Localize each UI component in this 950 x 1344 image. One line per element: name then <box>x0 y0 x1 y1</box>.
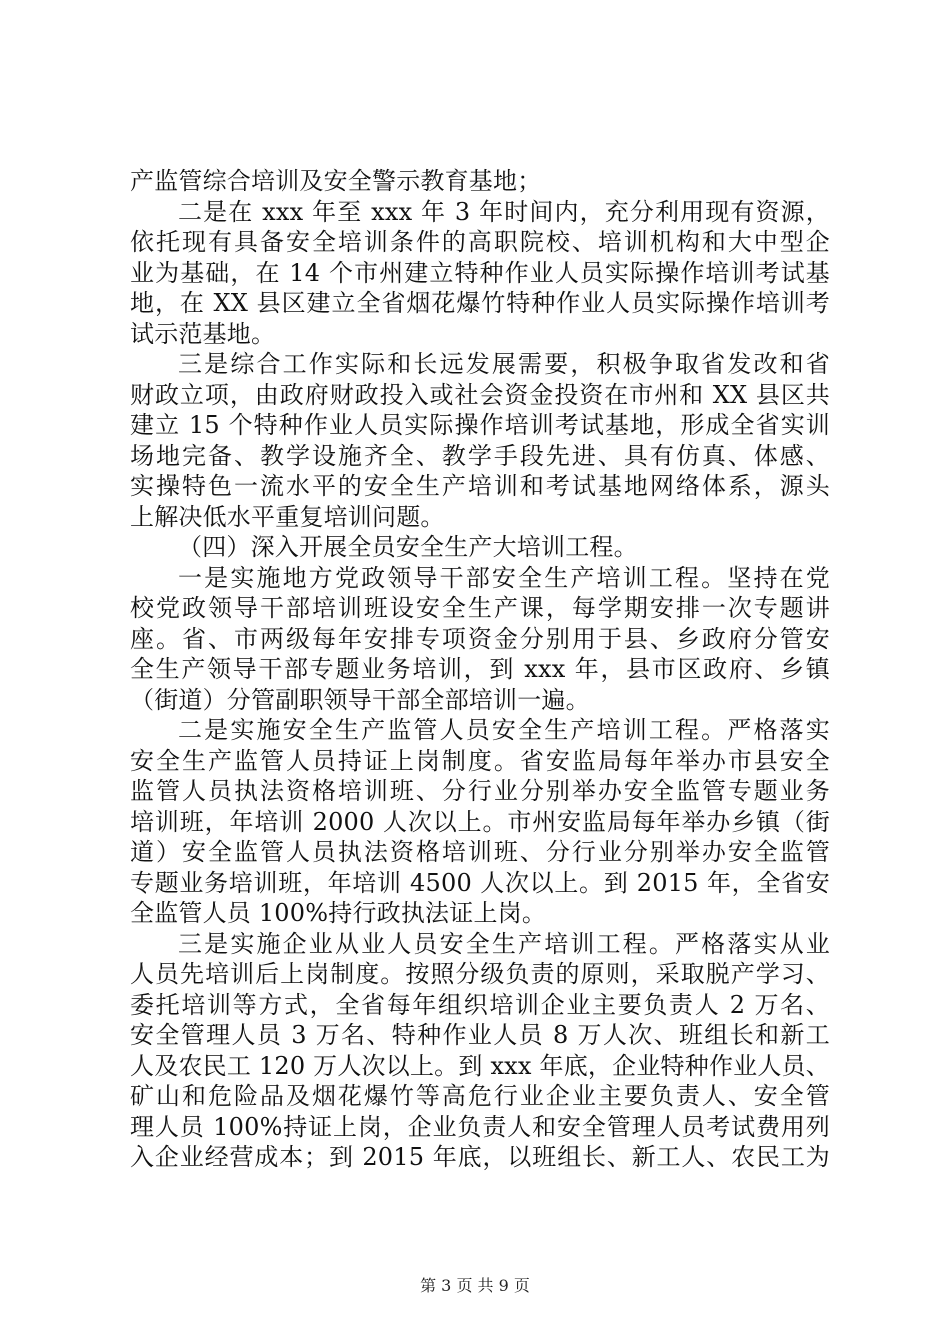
text-line: 业为基础，在 14 个市州建立特种作业人员实际操作培训考试基 <box>130 258 830 287</box>
text-line: 三是综合工作实际和长远发展需要，积极争取省发改和省 <box>178 350 830 378</box>
text-line: 试示范基地。 <box>130 319 276 348</box>
text-line: 一是实施地方党政领导干部安全生产培训工程。坚持在党 <box>178 563 830 592</box>
page-footer <box>0 1276 950 1296</box>
text-line: 建立 15 个特种作业人员实际操作培训考试基地，形成全省实训 <box>130 411 830 439</box>
text-line: 安全管理人员 3 万名、特种作业人员 8 万人次、班组长和新工 <box>130 1021 830 1049</box>
text-line: （街道）分管副职领导干部全部培训一遍。 <box>130 685 590 714</box>
text-line: 安全生产监管人员持证上岗制度。省安监局每年举办市县安全 <box>130 746 830 775</box>
text-line: 产监管综合培训及安全警示教育基地； <box>130 167 542 195</box>
text-line: 场地完备、教学设施齐全、教学手段先进、具有仿真、体感、 <box>130 441 830 470</box>
text-line: （四）深入开展全员安全生产大培训工程。 <box>178 533 638 561</box>
text-line: 地，在 XX 县区建立全省烟花爆竹特种作业人员实际操作培训考 <box>130 289 830 317</box>
text-line: 人及农民工 120 万人次以上。到 xxx 年底，企业特种作业人员、 <box>130 1051 830 1080</box>
text-line: 人员先培训后上岗制度。按照分级负责的原则，采取脱产学习、 <box>130 960 830 988</box>
text-line: 全监管人员 100%持行政执法证上岗。 <box>130 899 547 927</box>
text-line: 道）安全监管人员执法资格培训班、分行业分别举办安全监管 <box>130 838 830 866</box>
text-line: 专题业务培训班，年培训 4500 人次以上。到 2015 年，全省安 <box>130 868 830 897</box>
text-line: 矿山和危险品及烟花爆竹等高危行业企业主要负责人、安全管 <box>130 1082 830 1110</box>
text-line: 上解决低水平重复培训问题。 <box>130 502 445 531</box>
text-line: 三是实施企业从业人员安全生产培训工程。严格落实从业 <box>178 929 830 958</box>
text-line: 二是在 xxx 年至 xxx 年 3 年时间内，充分利用现有资源， <box>178 197 830 226</box>
text-line: 实操特色一流水平的安全生产培训和考试基地网络体系，源头 <box>130 472 830 500</box>
text-line: 座。省、市两级每年安排专项资金分别用于县、乡政府分管安 <box>130 624 830 653</box>
text-line: 委托培训等方式，全省每年组织培训企业主要负责人 2 万名、 <box>130 990 830 1019</box>
page-number: 第 3 页 共 9 页 <box>420 1276 530 1295</box>
text-line: 培训班，年培训 2000 人次以上。市州安监局每年举办乡镇（街 <box>130 807 830 836</box>
text-line: 财政立项，由政府财政投入或社会资金投资在市州和 XX 县区共 <box>130 380 830 409</box>
text-line: 入企业经营成本；到 2015 年底，以班组长、新工人、农民工为 <box>130 1143 830 1171</box>
text-line: 依托现有具备安全培训条件的高职院校、培训机构和大中型企 <box>130 228 830 256</box>
text-line: 校党政领导干部培训班设安全生产课，每学期安排一次专题讲 <box>130 594 830 622</box>
text-line: 监管人员执法资格培训班、分行业分别举办安全监管专题业务 <box>130 777 830 805</box>
text-line: 二是实施安全生产监管人员安全生产培训工程。严格落实 <box>178 716 830 744</box>
document-body <box>130 166 830 1173</box>
text-line: 理人员 100%持证上岗，企业负责人和安全管理人员考试费用列 <box>130 1112 830 1141</box>
text-line: 全生产领导干部专题业务培训，到 xxx 年，县市区政府、乡镇 <box>130 655 830 683</box>
